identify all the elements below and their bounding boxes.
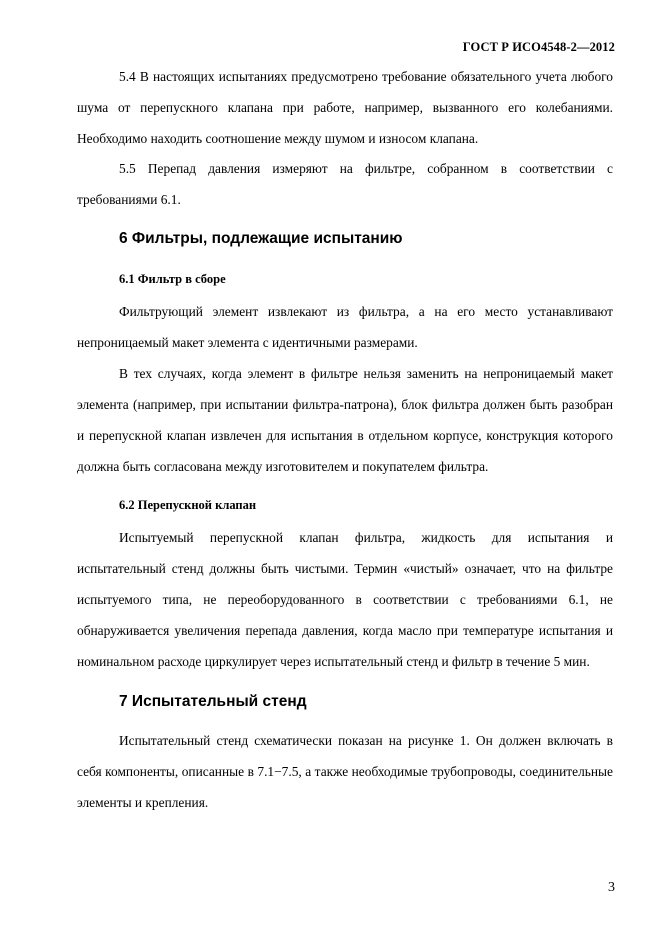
document-code-header: ГОСТ Р ИСО4548-2—2012	[462, 40, 615, 54]
paragraph-5-4: 5.4 В настоящих испытаниях предусмотрено требование обязательного учета любого шума от перепускного клапана при работе, например, вызванного его колебаниями. Необходимо находить соотношение между шумом и износом клапана.	[77, 69, 613, 146]
section-6-heading: 6 Фильтры, подлежащие испытанию	[119, 230, 403, 247]
page-number: 3	[608, 880, 615, 895]
subsection-6-1-heading: 6.1 Фильтр в сборе	[119, 272, 226, 286]
subsection-6-2-heading: 6.2 Перепускной клапан	[119, 498, 257, 512]
paragraph-6-2: Испытуемый перепускной клапан фильтра, жидкость для испытания и испытательный стенд должны быть чистыми. Термин «чистый» означает, что на фильтре испытуемого типа, не переоборудованного в соответствии с требованиями 6.1, не обнаруживается увеличения перепада давления, когда масло при температуре испытания и номинальном расходе циркулирует через испытательный стенд и фильтр в течение 5 мин.	[77, 530, 613, 669]
paragraph-6-1-b: В тех случаях, когда элемент в фильтре нельзя заменить на непроницаемый макет элемента (например, при испытании фильтра-патрона), блок фильтра должен быть разобран и перепускной клапан извлечен для испытания в отдельном корпусе, конструкция которого должна быть согласована между изготовителем и покупателем фильтра.	[77, 366, 613, 474]
paragraph-6-1-a: Фильтрующий элемент извлекают из фильтра, а на его место устанавливают непроницаемый макет элемента с идентичными размерами.	[77, 304, 613, 350]
document-body	[77, 61, 613, 818]
paragraph-7: Испытательный стенд схематически показан на рисунке 1. Он должен включать в себя компоненты, описанные в 7.1−7.5, а также необходимые трубопроводы, соединительные элементы и крепления.	[77, 733, 613, 810]
paragraph-5-5: 5.5 Перепад давления измеряют на фильтре, собранном в соответствии с требованиями 6.1.	[77, 161, 613, 207]
section-7-heading: 7 Испытательный стенд	[119, 693, 307, 710]
